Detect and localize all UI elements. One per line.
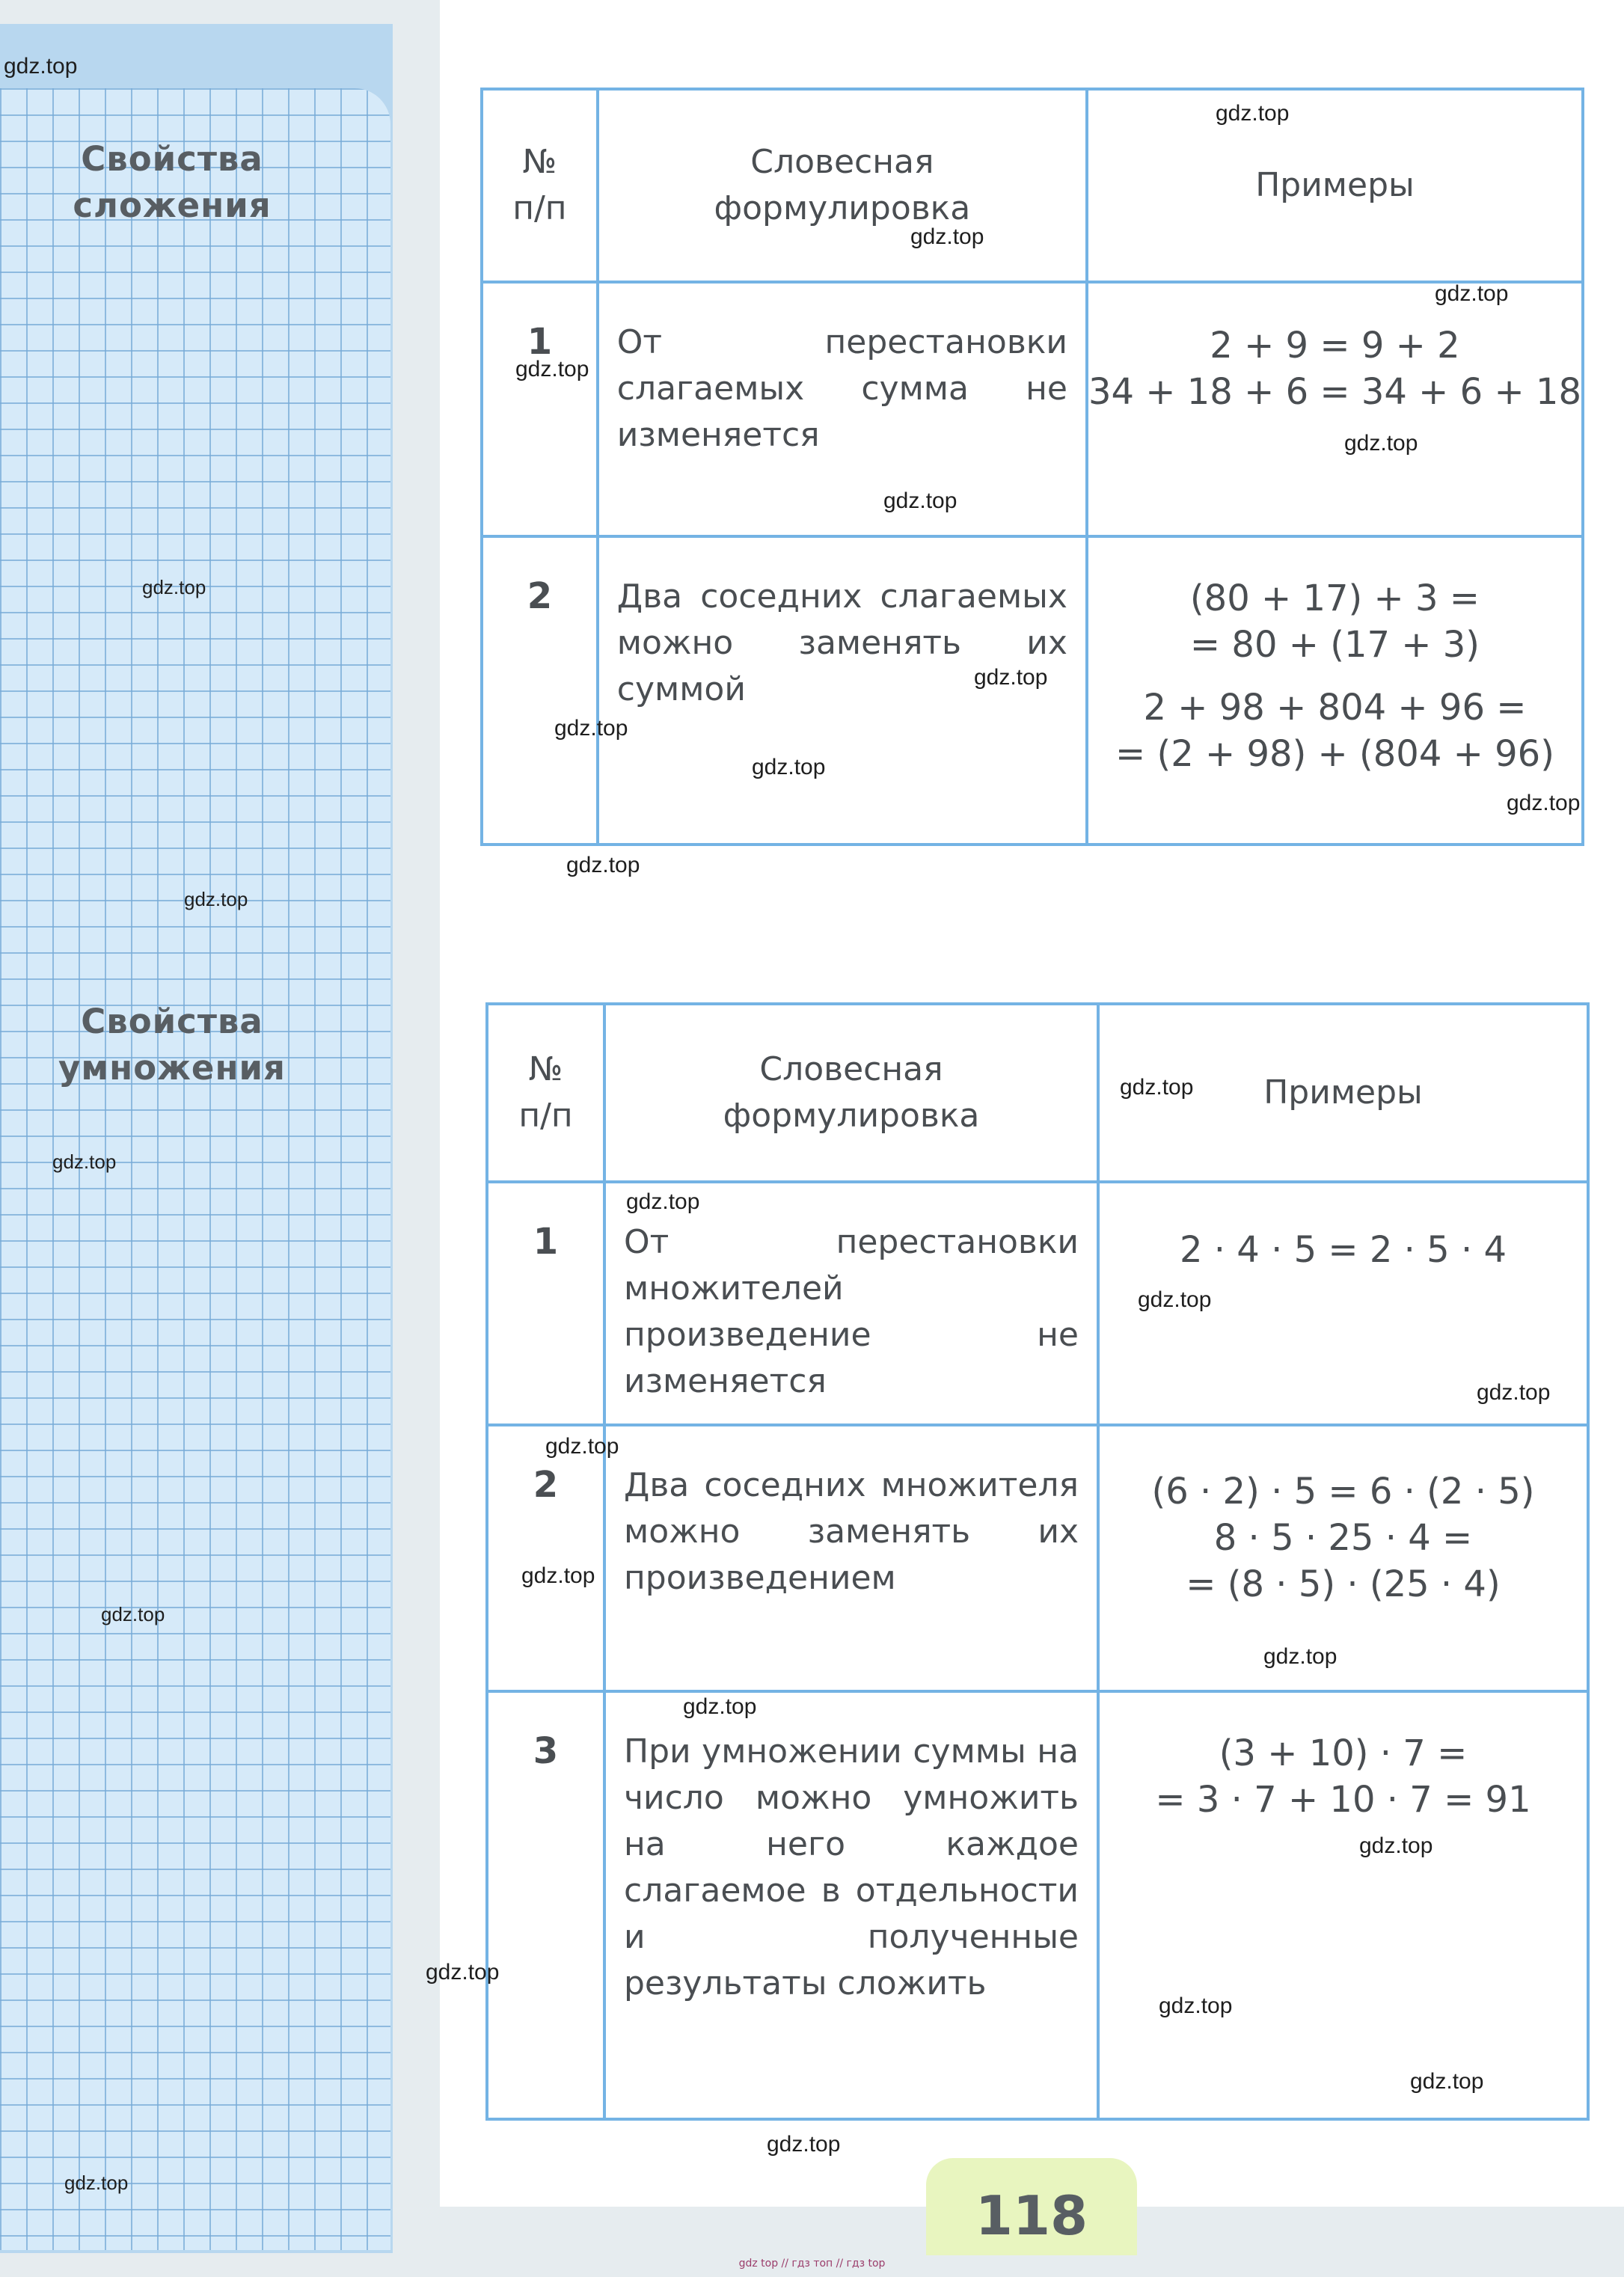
row-wording (604, 1691, 1098, 2119)
header-number-line-2: п/п (518, 1097, 573, 1135)
row-number (487, 1691, 604, 2119)
watermark: gdz.top (1477, 1380, 1551, 1405)
example-line: = (2 + 98) + (804 + 96) (1115, 733, 1554, 775)
watermark: gdz.top (142, 576, 206, 598)
watermark: gdz.top (1410, 2069, 1484, 2094)
multiplication-section-title (0, 999, 344, 1091)
header-number-line-2: п/п (512, 189, 567, 227)
watermark: gdz.top (1507, 791, 1581, 815)
row-number-value: 2 (527, 575, 553, 617)
addition-title-line-2: сложения (73, 186, 272, 225)
header-wording-line-1: Словесная (759, 1050, 943, 1088)
watermark: gdz.top (1120, 1075, 1194, 1100)
row-examples (1087, 282, 1583, 536)
multiplication-properties-table (485, 1002, 1590, 2121)
example-line: = 3 · 7 + 10 · 7 = 91 (1155, 1779, 1531, 1821)
example-line: (6 · 2) · 5 = 6 · (2 · 5) (1151, 1471, 1535, 1513)
watermark: gdz.top (1344, 431, 1418, 456)
watermark: gdz.top (426, 1960, 500, 1985)
row-wording-text: От перестановки множителей произведение не изменяется (624, 1223, 1079, 1400)
header-wording-line-1: Словесная (750, 143, 934, 181)
header-number-line-1: № (522, 143, 557, 181)
example-line: 2 · 4 · 5 = 2 · 5 · 4 (1179, 1229, 1507, 1271)
multiplication-title-line-1: Свойства (81, 1002, 263, 1041)
header-examples: Примеры (1087, 89, 1583, 282)
row-wording-text: От перестановки слагаемых сумма не изменяется (616, 323, 1067, 454)
table-header-row (482, 89, 1583, 282)
watermark: gdz.top (101, 1603, 165, 1625)
multiplication-title-line-2: умножения (58, 1048, 286, 1088)
watermark: gdz.top (184, 888, 248, 910)
watermark: gdz.top (52, 1150, 117, 1173)
row-wording (598, 282, 1087, 536)
watermark: gdz.top (883, 488, 957, 513)
example-line: 2 + 9 = 9 + 2 (1210, 325, 1460, 367)
header-number (487, 1004, 604, 1182)
row-wording-text: Два соседних слагаемых можно заменять их суммой (616, 577, 1067, 708)
watermark: gdz.top (910, 224, 984, 249)
table-row (487, 1182, 1588, 1425)
watermark: gdz.top (1435, 281, 1509, 306)
example-line: 2 + 98 + 804 + 96 = (1143, 687, 1527, 729)
page-number: 118 (975, 2184, 1088, 2247)
watermark: gdz.top (521, 1563, 595, 1588)
table-row (487, 1425, 1588, 1691)
watermark: gdz.top (683, 1694, 757, 1719)
footer-note: gdz top // гдз топ // гдз top (738, 2258, 886, 2270)
watermark: gdz.top (626, 1189, 700, 1214)
example-line: 34 + 18 + 6 = 34 + 6 + 18 (1088, 371, 1581, 413)
row-wording-text: Два соседних множителя можно заменять их произведением (624, 1466, 1079, 1597)
row-number-value: 1 (527, 321, 553, 363)
row-number-value: 3 (533, 1730, 559, 1772)
row-number (487, 1182, 604, 1425)
watermark: gdz.top (974, 665, 1048, 690)
header-examples: Примеры (1098, 1004, 1588, 1182)
table-row (487, 1691, 1588, 2119)
table-row (482, 536, 1583, 845)
addition-properties-table (480, 88, 1584, 846)
watermark: gdz.top (545, 1434, 619, 1459)
header-wording-line-2: формулировка (714, 189, 971, 227)
header-wording-line-2: формулировка (723, 1097, 980, 1135)
example-line: 8 · 5 · 25 · 4 = (1213, 1517, 1473, 1559)
row-examples (1098, 1425, 1588, 1691)
watermark: gdz.top (1359, 1833, 1433, 1858)
row-wording (604, 1425, 1098, 1691)
row-number-value: 2 (533, 1464, 559, 1506)
example-line: = 80 + (17 + 3) (1189, 624, 1480, 666)
watermark: gdz.top (1159, 1993, 1233, 2018)
row-wording (604, 1182, 1098, 1425)
example-line: (80 + 17) + 3 = (1189, 577, 1480, 619)
watermark: gdz.top (554, 716, 628, 741)
watermark: gdz.top (4, 54, 78, 79)
table-row (482, 282, 1583, 536)
row-examples (1098, 1691, 1588, 2119)
row-wording-text: При умножении суммы на число можно умножить на него каждое слагаемое в отдельности и полученные результаты сложить (624, 1732, 1079, 2002)
addition-section-title (0, 136, 344, 229)
row-number (487, 1425, 604, 1691)
watermark: gdz.top (767, 2132, 841, 2157)
watermark: gdz.top (566, 853, 640, 877)
watermark: gdz.top (1263, 1644, 1337, 1669)
example-line: = (8 · 5) · (25 · 4) (1186, 1563, 1501, 1605)
row-wording (598, 536, 1087, 845)
addition-title-line-1: Свойства (81, 139, 263, 179)
example-line: (3 + 10) · 7 = (1219, 1732, 1468, 1774)
watermark: gdz.top (1138, 1287, 1212, 1312)
row-number (482, 282, 598, 536)
header-number (482, 89, 598, 282)
watermark: gdz.top (64, 2172, 129, 2194)
header-wording (598, 89, 1087, 282)
header-number-line-1: № (528, 1050, 563, 1088)
table-header-row (487, 1004, 1588, 1182)
row-number-value: 1 (533, 1221, 559, 1263)
watermark: gdz.top (752, 755, 826, 779)
watermark: gdz.top (515, 357, 589, 381)
header-wording (604, 1004, 1098, 1182)
row-number (482, 536, 598, 845)
watermark: gdz.top (1216, 101, 1290, 126)
